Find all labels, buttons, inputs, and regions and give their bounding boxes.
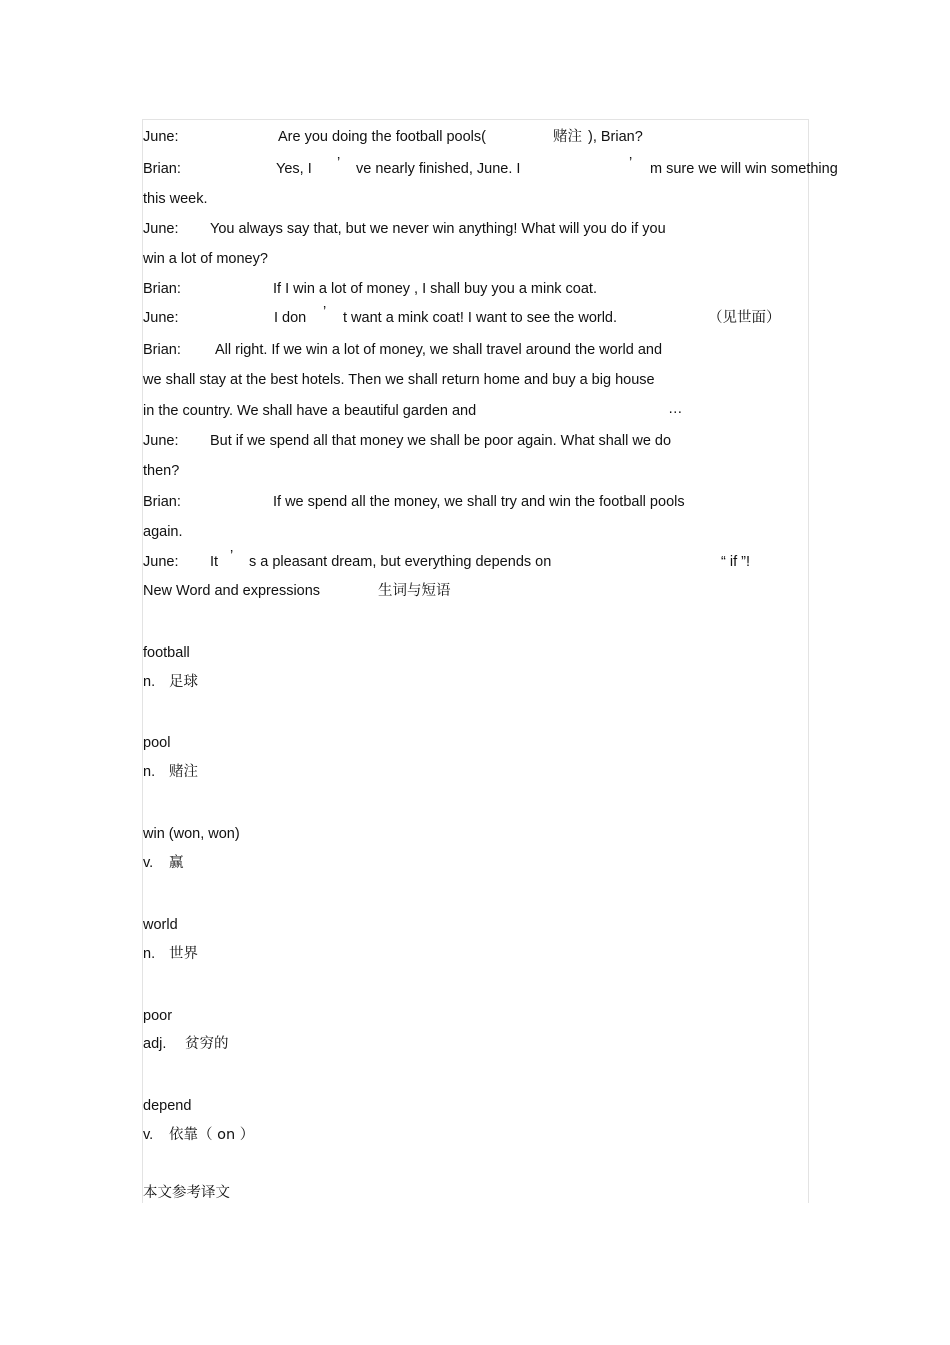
dialogue-text: we shall stay at the best hotels. Then we shall return home and buy a big house	[143, 372, 655, 388]
dialogue-text: “ if ”!	[721, 554, 750, 570]
vocab-pos: n.	[143, 674, 156, 690]
vocab-pos: v.	[143, 855, 154, 871]
speaker-label: June:	[143, 554, 179, 570]
vocab-word: world	[143, 917, 178, 933]
dialogue-text: If we spend all the money, we shall try and win the football pools	[273, 494, 685, 510]
dialogue-text: again.	[143, 524, 183, 540]
speaker-label: June:	[143, 433, 179, 449]
vocab-pos: v.	[143, 1127, 154, 1143]
vocab-word: depend	[143, 1098, 192, 1114]
dialogue-text: s a pleasant dream, but everything depends on	[249, 554, 552, 570]
vocab-pos: n.	[143, 946, 156, 962]
dialogue-cn-gloss: 赌注	[553, 129, 582, 145]
dialogue-text: But if we spend all that money we shall be poor again. What shall we do	[210, 433, 672, 449]
vocab-meaning: 世界	[169, 946, 198, 962]
vocab-word: win (won, won)	[143, 826, 240, 842]
speaker-label: Brian:	[143, 161, 181, 177]
vocab-meaning: 贫穷的	[185, 1036, 229, 1052]
vocab-heading: New Word and expressions	[143, 583, 321, 599]
dialogue-text: then?	[143, 463, 180, 479]
speaker-label: Brian:	[143, 281, 181, 297]
ellipsis: …	[668, 401, 683, 417]
dialogue-text: ), Brian?	[588, 129, 643, 145]
apostrophe: ’	[323, 304, 327, 320]
dialogue-text: m sure we will win something	[650, 161, 838, 177]
dialogue-text: If I win a lot of money , I shall buy you a mink coat.	[273, 281, 597, 297]
vocab-heading-cn: 生词与短语	[378, 583, 451, 599]
apostrophe: ’	[337, 155, 341, 171]
speaker-label: June:	[143, 129, 179, 145]
dialogue-text: You always say that, but we never win anything! What will you do if you	[210, 221, 666, 237]
speaker-label: Brian:	[143, 342, 181, 358]
apostrophe: ’	[629, 155, 633, 171]
dialogue-text: in the country. We shall have a beautiful garden and	[143, 403, 477, 419]
dialogue-cn-gloss: （见世面）	[708, 310, 781, 326]
dialogue-text: this week.	[143, 191, 208, 207]
dialogue-text: It	[210, 554, 219, 570]
dialogue-text: All right. If we win a lot of money, we shall travel around the world and	[215, 342, 663, 358]
vocab-word: poor	[143, 1008, 173, 1024]
vocab-meaning: 赌注	[169, 764, 198, 780]
vocab-meaning: 赢	[169, 855, 184, 871]
dialogue-text: Are you doing the football pools(	[278, 129, 486, 145]
vocab-pos: n.	[143, 764, 156, 780]
apostrophe: ’	[230, 548, 234, 564]
dialogue-text: win a lot of money?	[143, 251, 268, 267]
vocab-meaning: 足球	[169, 674, 198, 690]
dialogue-text: Yes, I	[276, 161, 312, 177]
vocab-meaning: 依靠（ on ）	[169, 1127, 255, 1143]
translation-heading: 本文参考译文	[143, 1185, 230, 1201]
vocab-pos: adj.	[143, 1036, 167, 1052]
speaker-label: June:	[143, 221, 179, 237]
vocab-word: football	[143, 645, 190, 661]
dialogue-text: t want a mink coat! I want to see the world.	[343, 310, 618, 326]
dialogue-text: ve nearly finished, June. I	[356, 161, 521, 177]
speaker-label: Brian:	[143, 494, 181, 510]
speaker-label: June:	[143, 310, 179, 326]
vocab-word: pool	[143, 735, 171, 751]
dialogue-text: I don	[274, 310, 307, 326]
